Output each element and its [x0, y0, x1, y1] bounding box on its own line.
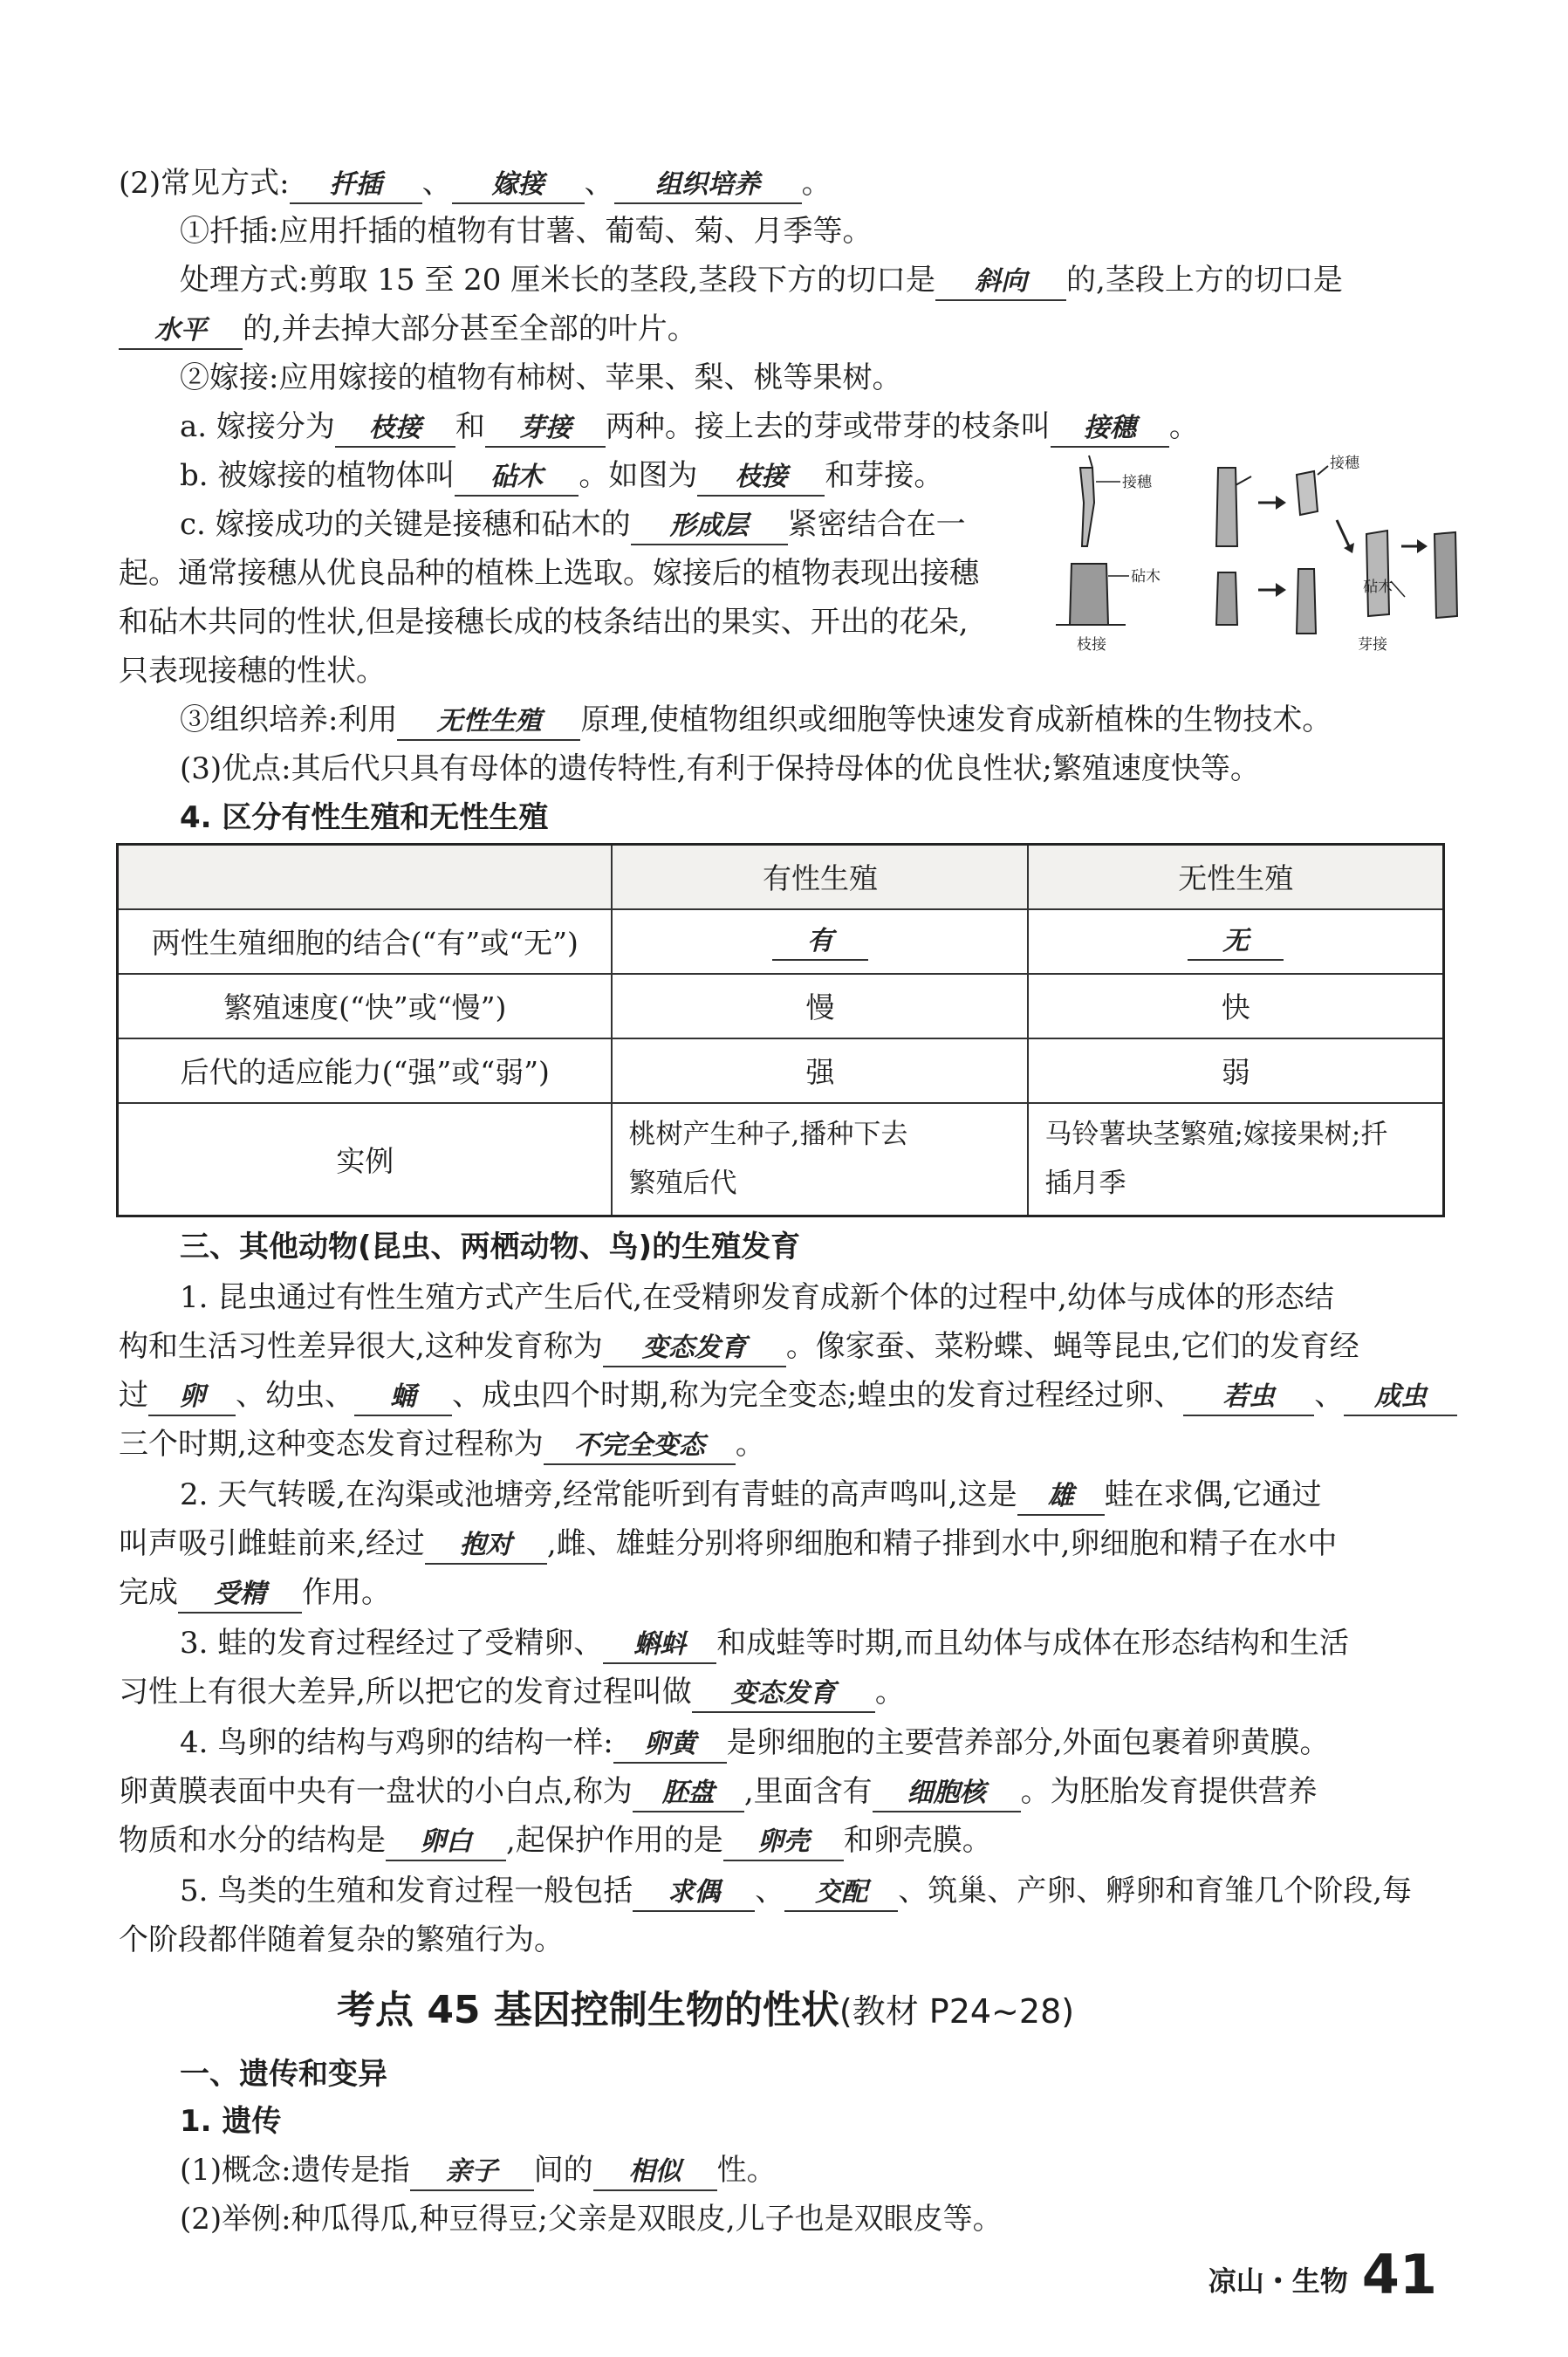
answer-blank: 枝接: [335, 411, 455, 448]
table-row-label: 两性生殖细胞的结合(“有”或“无”): [118, 909, 613, 974]
text: 完成: [119, 1575, 178, 1610]
frog3-line-2: [119, 1668, 1445, 1716]
answer-blank: 扦插: [290, 168, 422, 204]
answer-blank: 斜向: [935, 264, 1066, 301]
table-header-row: [118, 845, 1444, 909]
table-row-label: 繁殖速度(“快”或“慢”): [118, 974, 613, 1038]
text: 蛙在求偶,它通过: [1104, 1477, 1322, 1512]
page-footer: [1209, 2243, 1437, 2306]
text: 。像家蚕、菜粉蝶、蝇等昆虫,它们的发育经: [785, 1329, 1359, 1364]
section-3-heading: 三、其他动物(昆虫、两栖动物、鸟)的生殖发育: [180, 1230, 801, 1264]
example-text: 马铃薯块茎繁殖;嫁接果树;扦: [1044, 1119, 1388, 1151]
heredity-line-2: (2)举例:种瓜得瓜,种豆得豆;父亲是双眼皮,儿子也是双眼皮等。: [180, 2202, 1003, 2237]
diagram-label-stock-2: 砧木: [1363, 579, 1393, 596]
answer-blank: 砧木: [455, 460, 579, 497]
answer-blank: 无: [1188, 924, 1284, 961]
answer-blank: 相似: [593, 2155, 717, 2191]
answer-blank: 有: [772, 924, 868, 961]
answer-blank: 受精: [178, 1577, 302, 1614]
answer-blank: 不完全变态: [544, 1429, 736, 1465]
text: 、: [421, 166, 452, 201]
text: c. 嫁接成功的关键是接穗和砧木的: [180, 507, 631, 542]
text: 。如图为: [579, 458, 698, 493]
table-header-cell: 无性生殖: [1028, 845, 1443, 909]
text: 、: [755, 1874, 785, 1908]
text: 习性上有很大差异,所以把它的发育过程叫做: [119, 1675, 692, 1710]
section-1-heading: 一、遗传和变异: [180, 2057, 387, 2092]
example-text: 插月季: [1044, 1168, 1126, 1200]
text: 性。: [716, 2153, 777, 2188]
answer-blank: 成虫: [1344, 1380, 1457, 1416]
joined-shape: [1366, 531, 1389, 616]
section-4-heading: 4. 区分有性生殖和无性生殖: [180, 800, 549, 835]
text: a. 嫁接分为: [180, 409, 335, 444]
insect-line-4: [119, 1421, 1445, 1468]
answer-blank: 卵黄: [613, 1727, 727, 1764]
answer-blank: 枝接: [697, 460, 825, 497]
text: 和: [455, 409, 485, 444]
scion-shape: [1080, 468, 1094, 546]
arrow-head: [1276, 496, 1286, 510]
text: 两种。接上去的芽或带芽的枝条叫: [605, 409, 1051, 444]
bird-line-1: [180, 1867, 1506, 1915]
answer-blank: 抱对: [425, 1528, 547, 1565]
stock-shape: [1070, 564, 1108, 625]
grafting-line-c4: 只表现接穗的性状。: [119, 654, 386, 689]
table-row: [118, 1103, 1444, 1216]
grafting-line-a: [180, 403, 1506, 450]
answer-blank: 雄: [1017, 1479, 1105, 1516]
text: 。: [735, 1427, 765, 1462]
text: 、筑巢、产卵、孵卵和育雏几个阶段,每: [898, 1874, 1413, 1908]
answer-blank: 变态发育: [603, 1331, 786, 1367]
answer-blank: 水平: [119, 313, 243, 350]
answer-blank: 亲子: [410, 2155, 534, 2191]
text: 间的: [533, 2153, 593, 2188]
text: 。: [874, 1675, 905, 1710]
stock-cut-shape: [1297, 569, 1316, 634]
text: 的,并去掉大部分甚至全部的叶片。: [243, 312, 697, 346]
answer-blank: 组织培养: [614, 168, 802, 204]
text: 过: [119, 1378, 148, 1413]
table-cell: [612, 909, 1028, 974]
table-cell: 弱: [1028, 1038, 1443, 1103]
comparison-table: [116, 843, 1445, 1217]
table-row: [118, 974, 1444, 1038]
insect-line-3: [119, 1372, 1445, 1419]
bound-shape: [1434, 532, 1457, 618]
grafting-line-c2: 起。通常接穗从优良品种的植株上选取。嫁接后的植物表现出接穗: [119, 556, 979, 591]
arrow-shaft: [1337, 520, 1349, 546]
arrow-head: [1417, 539, 1428, 553]
text: 、幼虫、: [236, 1378, 354, 1413]
text: (1)概念:遗传是指: [180, 2153, 410, 2188]
cutting-line-1: ①扦插:应用扦插的植物有甘薯、葡萄、菊、月季等。: [180, 214, 873, 249]
frog3-line-1: [180, 1620, 1506, 1667]
textbook-reference: (教材 P24~28): [839, 1992, 1075, 2031]
text: 3. 蛙的发育过程经过了受精卵、: [180, 1626, 604, 1661]
text: 卵黄膜表面中央有一盘状的小白点,称为: [119, 1774, 633, 1809]
bud-graft-figure: [1216, 455, 1457, 654]
example-text: 桃树产生种子,播种下去: [628, 1119, 908, 1151]
answer-blank: 接穗: [1051, 411, 1169, 448]
table-header-cell: [118, 845, 613, 909]
key-point-heading: [337, 1983, 1568, 2041]
text: 叫声吸引雌蛙前来,经过: [119, 1526, 425, 1561]
egg-line-1: [180, 1719, 1506, 1766]
frog-line-3: [119, 1569, 1445, 1616]
diagram-caption-bud: 芽接: [1358, 636, 1387, 654]
text: 构和生活习性差异很大,这种发育称为: [119, 1329, 603, 1364]
footer-subject: 凉山・生物: [1208, 2265, 1348, 2298]
stock-branch-shape: [1216, 572, 1237, 625]
text: 5. 鸟类的生殖和发育过程一般包括: [180, 1874, 633, 1908]
cutting-line-2: [180, 257, 1506, 304]
text: 和芽接。: [825, 458, 944, 493]
text: (2)常见方式:: [119, 166, 290, 201]
text: 。: [801, 166, 832, 201]
heredity-line-1: [180, 2147, 1506, 2194]
answer-blank: 胚盘: [633, 1776, 744, 1812]
table-cell: 慢: [612, 974, 1028, 1038]
egg-line-2: [119, 1768, 1445, 1815]
table-row-label: 后代的适应能力(“强”或“弱”): [118, 1038, 613, 1103]
answer-blank: 卵白: [386, 1825, 506, 1861]
text: 作用。: [302, 1575, 391, 1610]
text: 、成虫四个时期,称为完全变态;蝗虫的发育过程经过卵、: [452, 1378, 1184, 1413]
branch-shape: [1216, 468, 1237, 546]
table-row-label: 实例: [118, 1103, 613, 1216]
example-text: 繁殖后代: [628, 1168, 737, 1200]
text: 的,茎段上方的切口是: [1066, 263, 1343, 298]
answer-blank: 卵: [148, 1380, 236, 1416]
diagram-caption-branch: 枝接: [1077, 636, 1106, 654]
text: 2. 天气转暖,在沟渠或池塘旁,经常能听到有青蛙的高声鸣叫,这是: [180, 1477, 1017, 1512]
table-header-cell: 有性生殖: [612, 845, 1028, 909]
diagram-label-scion: 接穗: [1122, 474, 1152, 491]
advantage-line: (3)优点:其后代只具有母体的遗传特性,有利于保持母体的优良性状;繁殖速度快等。: [180, 751, 1260, 786]
leader-line: [1318, 466, 1328, 475]
text: 三个时期,这种变态发育过程称为: [119, 1427, 544, 1462]
text: 物质和水分的结构是: [119, 1823, 386, 1858]
text: 原理,使植物组织或细胞等快速发育成新植株的生物技术。: [580, 702, 1332, 737]
table-cell: 快: [1028, 974, 1443, 1038]
answer-blank: 卵壳: [723, 1825, 844, 1861]
table-row: [118, 909, 1444, 974]
text: 和卵壳膜。: [843, 1823, 992, 1858]
text: b. 被嫁接的植物体叫: [180, 458, 455, 493]
twig: [1236, 476, 1251, 485]
table-cell: 强: [612, 1038, 1028, 1103]
bud-tip: [1089, 456, 1092, 468]
grafting-line-c3: 和砧木共同的性状,但是接穗长成的枝条结出的果实、开出的花朵,: [119, 605, 969, 640]
answer-blank: 变态发育: [692, 1676, 875, 1713]
scion-bud-shape: [1297, 471, 1318, 515]
answer-blank: 嫁接: [452, 168, 585, 204]
grafting-diagram: [1056, 450, 1466, 654]
text: ,雌、雄蛙分别将卵细胞和精子排到水中,卵细胞和精子在水中: [546, 1526, 1338, 1561]
answer-blank: 蝌蚪: [603, 1627, 716, 1664]
text: ,起保护作用的是: [506, 1823, 723, 1858]
leader-line: [1391, 581, 1405, 597]
text: ③组织培养:利用: [180, 702, 398, 737]
answer-blank: 交配: [784, 1875, 898, 1912]
table-cell: [612, 1103, 1028, 1216]
text: ,里面含有: [743, 1774, 873, 1809]
table-cell: [1028, 909, 1443, 974]
text: 和成蛙等时期,而且幼体与成体在形态结构和生活: [716, 1626, 1350, 1661]
bird-line-2: 个阶段都伴随着复杂的繁殖行为。: [119, 1922, 564, 1957]
text: 、: [1314, 1378, 1345, 1413]
insect-line-2: [119, 1323, 1445, 1370]
cutting-line-3: [119, 305, 1445, 353]
text: 。: [1168, 409, 1199, 444]
answer-blank: 形成层: [631, 509, 788, 545]
table-cell: [1028, 1103, 1443, 1216]
answer-blank: 无性生殖: [397, 704, 580, 741]
page-number: 41: [1361, 2243, 1437, 2306]
text: 紧密结合在一: [787, 507, 966, 542]
diagram-label-scion-2: 接穗: [1330, 455, 1359, 472]
text: 处理方式:剪取 15 至 20 厘米长的茎段,茎段下方的切口是: [180, 263, 936, 298]
frog-line-1: [180, 1471, 1506, 1518]
text: 、: [584, 166, 614, 201]
diagram-label-stock: 砧木: [1131, 568, 1161, 586]
common-methods-line: [119, 160, 1445, 207]
frog-line-2: [119, 1520, 1445, 1567]
insect-line-1: 1. 昆虫通过有性生殖方式产生后代,在受精卵发育成新个体的过程中,幼体与成体的形态结: [180, 1280, 1334, 1315]
table-row: [118, 1038, 1444, 1103]
answer-blank: 求偶: [633, 1875, 755, 1912]
tissue-culture-line: [180, 696, 1506, 743]
egg-line-3: [119, 1817, 1445, 1864]
answer-blank: 细胞核: [873, 1776, 1021, 1812]
answer-blank: 蛹: [354, 1380, 452, 1416]
answer-blank: 芽接: [485, 411, 606, 448]
heredity-heading: 1. 遗传: [180, 2104, 282, 2139]
branch-graft-figure: [1056, 456, 1161, 654]
text: 4. 鸟卵的结构与鸡卵的结构一样:: [180, 1725, 613, 1760]
text: 是卵细胞的主要营养部分,外面包裹着卵黄膜。: [726, 1725, 1330, 1760]
arrow-head: [1276, 583, 1286, 597]
text: 。为胚胎发育提供营养: [1020, 1774, 1318, 1809]
grafting-line-1: ②嫁接:应用嫁接的植物有柿树、苹果、梨、桃等果树。: [180, 360, 902, 395]
key-point-title: 考点 45 基因控制生物的性状: [337, 1988, 839, 2032]
answer-blank: 若虫: [1183, 1380, 1314, 1416]
